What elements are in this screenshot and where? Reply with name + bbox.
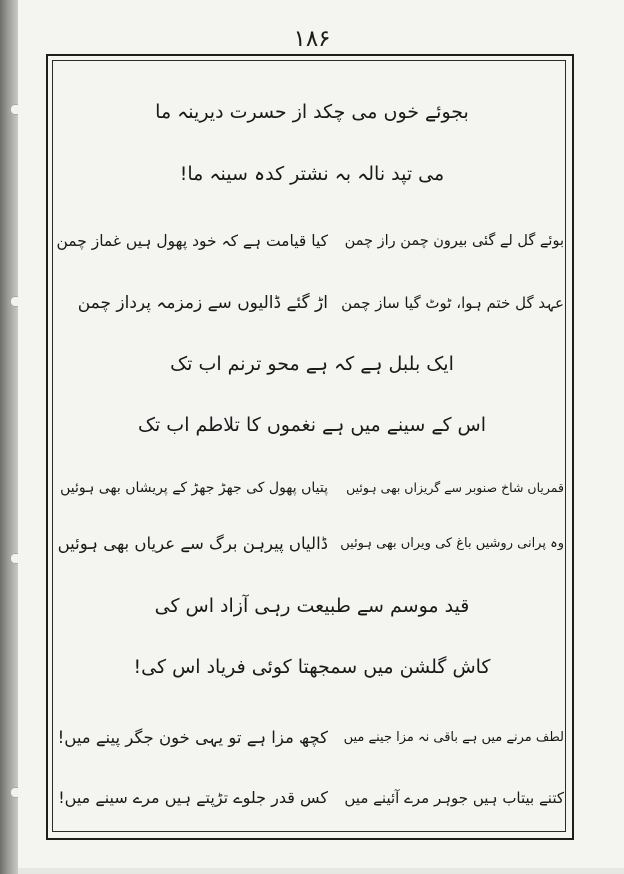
couplet-6-first-hemistich: کتنے بیتاب ہیں جوہر مرے آئینے میں <box>344 789 564 807</box>
book-spine <box>0 0 18 874</box>
refrain-a-line-1: ایک بلبل ہے کہ ہے محو ترنم اب تک <box>170 353 454 375</box>
page-number: ۱۸۶ <box>293 26 331 52</box>
couplet-6-second-hemistich: کس قدر جلوے تڑپتے ہیں مرے سینے میں! <box>58 788 328 807</box>
couplet-5-first-hemistich: لطف مرنے میں ہے باقی نہ مزا جینے میں <box>343 730 564 745</box>
couplet-1-first-hemistich: بوئے گل لے گئی بیرون چمن راز چمن <box>344 233 564 249</box>
couplet-1-second-hemistich: کیا قیامت ہے کہ خود پھول ہیں غماز چمن <box>56 232 328 250</box>
refrain-a-line-2: اس کے سینے میں ہے نغموں کا تلاطم اب تک <box>137 414 487 436</box>
couplet-4-second-hemistich: ڈالیاں پیرہن برگ سے عریاں بھی ہوئیں <box>57 534 328 553</box>
intro-line-2: می تپد نالہ بہ نشتر کدہ سینہ ما! <box>179 163 445 185</box>
couplet-2-first-hemistich: عہد گل ختم ہوا، ٹوٹ گیا ساز چمن <box>341 294 564 312</box>
intro-line-1: بجوئے خوں می چکد از حسرت دیرینہ ما <box>155 101 469 123</box>
page-bottom-edge <box>18 868 624 874</box>
couplet-3-first-hemistich: قمریاں شاخ صنوبر سے گریزاں بھی ہوئیں <box>346 480 564 495</box>
couplet-3-second-hemistich: پتیاں پھول کی جھڑ جھڑ کے پریشاں بھی ہوئیں <box>60 480 328 496</box>
refrain-b-line-2: کاش گلشن میں سمجھتا کوئی فریاد اس کی! <box>133 656 491 678</box>
couplet-5-second-hemistich: کچھ مزا ہے تو یہی خون جگر پینے میں! <box>57 728 328 747</box>
refrain-b-line-1: قید موسم سے طبیعت رہی آزاد اس کی <box>154 595 470 617</box>
couplet-2-second-hemistich: اڑ گئے ڈالیوں سے زمزمہ پرداز چمن <box>77 293 328 313</box>
couplet-4-first-hemistich: وہ پرانی روشیں باغ کی ویراں بھی ہوئیں <box>340 536 564 551</box>
